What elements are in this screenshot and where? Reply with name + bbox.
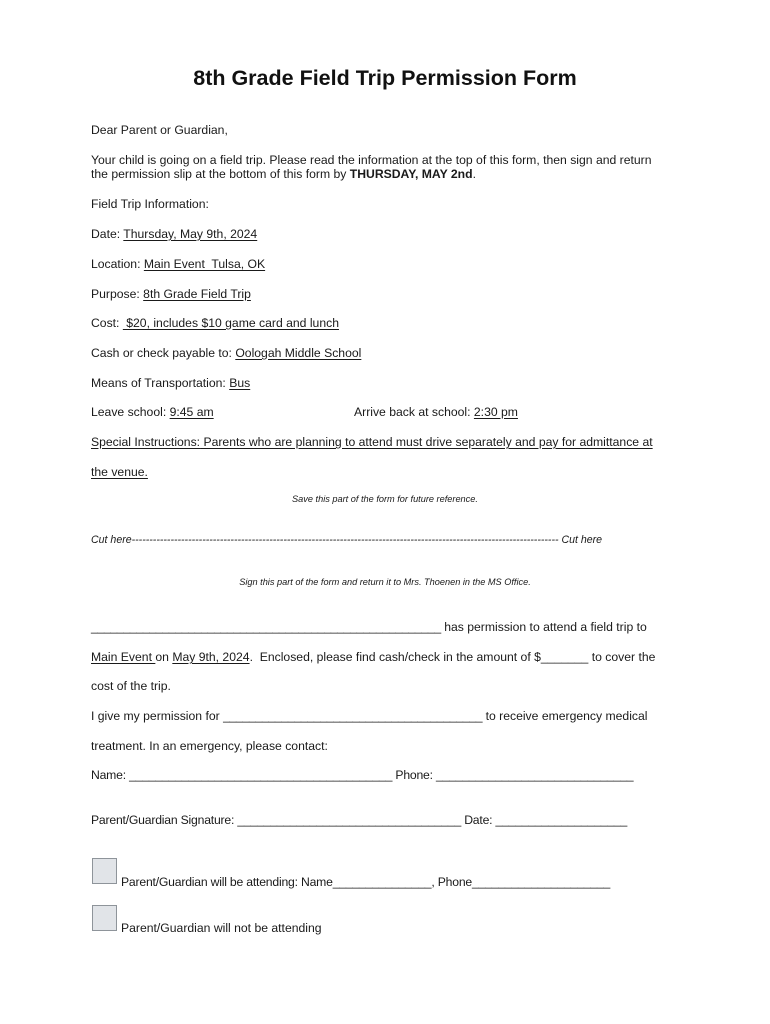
student-name-blank[interactable]: ______________________________________________________ xyxy=(91,620,441,634)
transport-label: Means of Transportation: xyxy=(91,376,230,390)
intro-end: . xyxy=(472,167,476,181)
leave-label: Leave school: xyxy=(91,405,170,419)
payable-row xyxy=(91,346,361,360)
location-label: Location: xyxy=(91,257,144,271)
return-note: Sign this part of the form and return it to Mrs. Thoenen in the MS Office. xyxy=(239,577,531,587)
payable-label: Cash or check payable to: xyxy=(91,346,236,360)
deadline: THURSDAY, MAY 2nd xyxy=(349,167,473,181)
purpose-row xyxy=(91,287,251,301)
location-row xyxy=(91,257,265,271)
medical-suffix: to receive emergency medical xyxy=(482,709,648,723)
transport-value: Bus xyxy=(229,376,251,390)
slip-line-2 xyxy=(91,650,655,664)
special-row-2 xyxy=(91,465,148,479)
slip-line-5: treatment. In an emergency, please contact: xyxy=(91,739,328,753)
leave-value: 9:45 am xyxy=(169,405,214,419)
slip-line-1 xyxy=(91,620,647,634)
medical-prefix: I give my permission for xyxy=(91,709,224,723)
not-attending-checkbox[interactable] xyxy=(92,905,117,931)
arrive-row xyxy=(354,405,518,419)
purpose-value: 8th Grade Field Trip xyxy=(143,287,251,301)
special-value-1: Parents who are planning to attend must drive separately and pay for admittance at xyxy=(200,435,653,449)
cost-row xyxy=(91,316,339,330)
date-value: Thursday, May 9th, 2024 xyxy=(123,227,258,241)
form-title: 8th Grade Field Trip Permission Form xyxy=(193,66,577,90)
payable-value: Oologah Middle School xyxy=(235,346,362,360)
slip-line-3: cost of the trip. xyxy=(91,679,171,693)
purpose-label: Purpose: xyxy=(91,287,144,301)
signature-date-line[interactable]: Parent/Guardian Signature: __________________________________ Date: ____________________ xyxy=(91,813,628,827)
special-value-2: the venue. xyxy=(91,465,148,479)
medical-name-blank[interactable]: ________________________________________ xyxy=(223,709,483,723)
cut-line: Cut here------------------------------------------------------------------------------------------------------------------------- Cut here xyxy=(91,534,603,546)
event-name: Main Event xyxy=(91,650,156,664)
cost-label: Cost: xyxy=(91,316,123,330)
special-label: Special Instructions: xyxy=(91,435,201,449)
cost-value: $20, includes $10 game card and lunch xyxy=(122,316,339,330)
date-label: Date: xyxy=(91,227,124,241)
save-note: Save this part of the form for future reference. xyxy=(292,494,478,504)
attending-checkbox[interactable] xyxy=(92,858,117,884)
location-value: Main Event Tulsa, OK xyxy=(143,257,266,271)
on-text: on xyxy=(155,650,173,664)
event-date: May 9th, 2024 xyxy=(172,650,250,664)
intro-text: the permission slip at the bottom of this form by xyxy=(91,167,350,181)
slip-line-4 xyxy=(91,709,647,723)
contact-name-phone-line[interactable]: Name: ________________________________________ Phone: ______________________________ xyxy=(91,768,634,782)
not-attending-text: Parent/Guardian will not be attending xyxy=(121,921,322,935)
leave-row xyxy=(91,405,214,419)
arrive-value: 2:30 pm xyxy=(473,405,518,419)
date-row xyxy=(91,227,257,241)
amount-text: . Enclosed, please find cash/check in the amount of $_______ to cover the xyxy=(249,650,656,664)
arrive-label: Arrive back at school: xyxy=(354,405,474,419)
intro-line-1: Your child is going on a field trip. Please read the information at the top of this form, then sign and return xyxy=(91,153,652,167)
special-row xyxy=(91,435,653,449)
intro-line-2 xyxy=(91,167,476,181)
transport-row xyxy=(91,376,250,390)
permission-text: has permission to attend a field trip to xyxy=(440,620,647,634)
attending-text: Parent/Guardian will be attending: Name_______________, Phone_____________________ xyxy=(121,875,611,889)
info-heading: Field Trip Information: xyxy=(91,197,209,211)
greeting: Dear Parent or Guardian, xyxy=(91,123,228,137)
